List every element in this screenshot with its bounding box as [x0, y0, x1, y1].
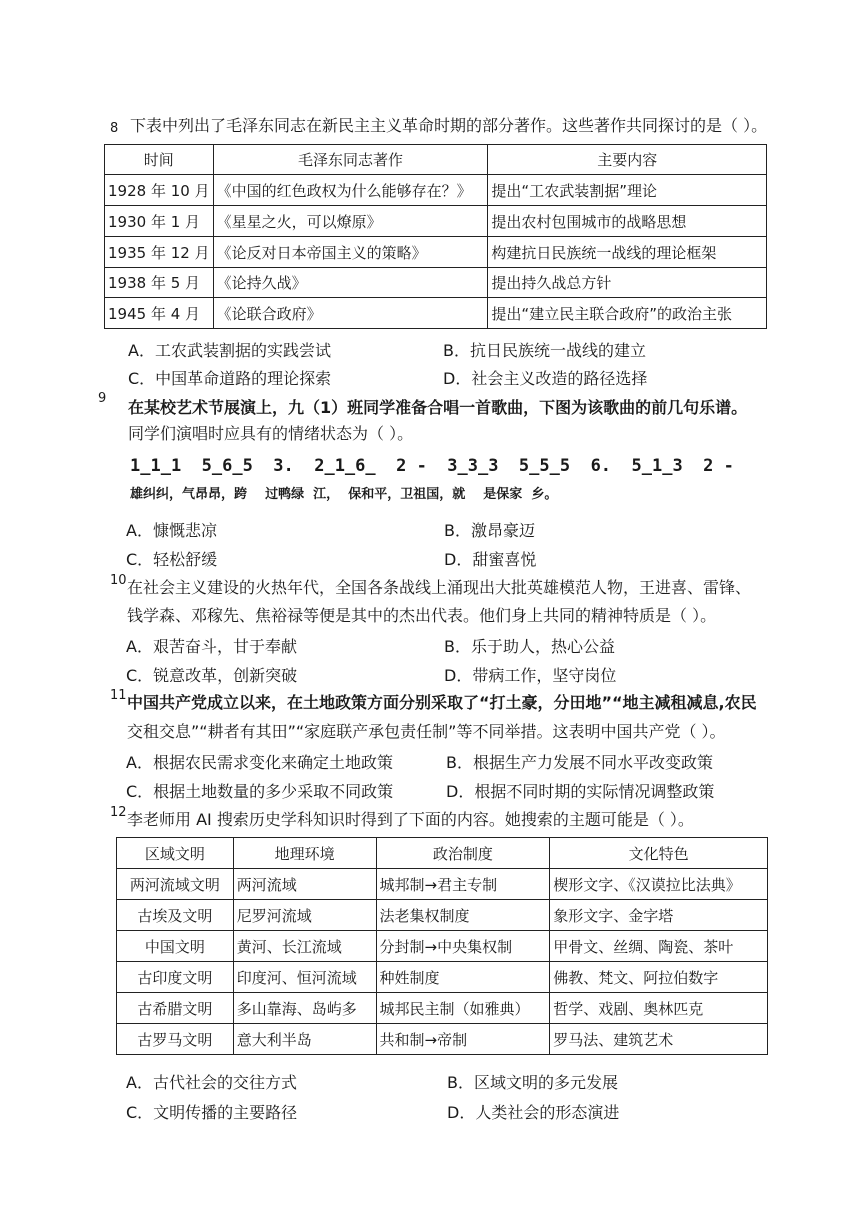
table-cell: 尼罗河流域 [233, 900, 376, 931]
table-cell: 城邦制→君主专制 [376, 869, 550, 900]
table-cell: 种姓制度 [376, 962, 550, 993]
table-header: 文化特色 [550, 838, 768, 869]
question-8-table [104, 144, 767, 329]
table-cell: 《论反对日本帝国主义的策略》 [213, 237, 488, 268]
table-cell: 中国文明 [117, 931, 234, 962]
table-cell: 《星星之火，可以燎原》 [213, 206, 488, 237]
option-a: A．慷慨悲凉 [126, 521, 217, 540]
table-cell: 构建抗日民族统一战线的理论框架 [488, 237, 767, 268]
question-10-number: 10 [110, 573, 127, 588]
question-10-stem-line1: 在社会主义建设的火热年代，全国各条战线上涌现出大批英雄模范人物，王进喜、雷锋、 [127, 578, 752, 597]
option-d: D．带病工作，坚守岗位 [444, 666, 617, 685]
table-cell: 两河流域 [233, 869, 376, 900]
option-c: C．根据土地数量的多少采取不同政策 [126, 782, 394, 801]
music-score-notes: 1̲1̲1 5̲6̲5 3. 2̲1̲6̲ 2 - 3̲3̲3 5̲5̲5 6. 5̲1̲3 2 - [130, 456, 734, 476]
table-cell: 分封制→中央集权制 [376, 931, 550, 962]
option-a: A．古代社会的交往方式 [126, 1073, 297, 1092]
table-header: 区域文明 [117, 838, 234, 869]
option-b: B．区域文明的多元发展 [447, 1073, 618, 1092]
table-cell: 共和制→帝制 [376, 1024, 550, 1055]
question-9-number: 9 [98, 391, 107, 406]
question-11-number: 11 [110, 688, 127, 703]
table-cell: 印度河、恒河流域 [233, 962, 376, 993]
option-c: C．锐意改革，创新突破 [126, 666, 298, 685]
question-9-stem-line1: 在某校艺术节展演上，九（1）班同学准备合唱一首歌曲，下图为该歌曲的前几句乐谱。 [128, 398, 748, 417]
table-cell: 法老集权制度 [376, 900, 550, 931]
option-a: A．根据农民需求变化来确定土地政策 [126, 753, 393, 772]
table-cell: 1930 年 1 月 [105, 206, 214, 237]
table-header: 地理环境 [233, 838, 376, 869]
option-b: B．激昂豪迈 [444, 521, 535, 540]
question-9-stem-line2: 同学们演唱时应具有的情绪状态为（ ）。 [128, 424, 414, 443]
table-cell: 两河流域文明 [117, 869, 234, 900]
question-11-stem-line2: 交租交息”“耕者有其田”“家庭联产承包责任制”等不同举措。这表明中国共产党（ ）。 [127, 722, 726, 741]
table-cell: 象形文字、金字塔 [550, 900, 768, 931]
table-cell: 《论联合政府》 [213, 298, 488, 329]
table-cell: 1935 年 12 月 [105, 237, 214, 268]
table-cell: 提出农村包围城市的战略思想 [488, 206, 767, 237]
question-10-stem-line2: 钱学森、邓稼先、焦裕禄等便是其中的杰出代表。他们身上共同的精神特质是（ ）。 [127, 606, 717, 625]
table-cell: 甲骨文、丝绸、陶瓷、茶叶 [550, 931, 768, 962]
table-cell: 提出“建立民主联合政府”的政治主张 [488, 298, 767, 329]
table-cell: 1928 年 10 月 [105, 175, 214, 206]
option-a: A．艰苦奋斗，甘于奉献 [126, 637, 297, 656]
table-header: 毛泽东同志著作 [213, 145, 488, 175]
table-cell: 古埃及文明 [117, 900, 234, 931]
question-12-stem: 李老师用 AI 搜索历史学科知识时得到了下面的内容。她搜索的主题可能是（ ）。 [127, 810, 694, 829]
table-cell: 黄河、长江流域 [233, 931, 376, 962]
table-cell: 古罗马文明 [117, 1024, 234, 1055]
table-cell: 城邦民主制（如雅典） [376, 993, 550, 1024]
question-8-number: 8 [110, 121, 119, 136]
table-cell: 提出“工农武装割据”理论 [488, 175, 767, 206]
question-12-table [116, 837, 768, 1055]
option-d: D．人类社会的形态演进 [447, 1103, 620, 1122]
option-d: D．根据不同时期的实际情况调整政策 [446, 782, 715, 801]
music-score-lyrics: 雄纠纠，气昂昂，跨 过鸭绿 江， 保和平，卫祖国，就 是保家 乡。 [130, 487, 558, 502]
table-cell: 《中国的红色政权为什么能够存在？》 [213, 175, 488, 206]
question-8-stem: 下表中列出了毛泽东同志在新民主主义革命时期的部分著作。这些著作共同探讨的是（ ）。 [130, 116, 768, 135]
table-cell: 楔形文字、《汉谟拉比法典》 [550, 869, 768, 900]
table-cell: 1938 年 5 月 [105, 268, 214, 298]
table-cell: 古印度文明 [117, 962, 234, 993]
table-cell: 《论持久战》 [213, 268, 488, 298]
table-cell: 佛教、梵文、阿拉伯数字 [550, 962, 768, 993]
question-12-number: 12 [110, 805, 127, 820]
option-d: D．社会主义改造的路径选择 [443, 369, 648, 388]
table-cell: 哲学、戏剧、奥林匹克 [550, 993, 768, 1024]
table-cell: 意大利半岛 [233, 1024, 376, 1055]
option-b: B．乐于助人，热心公益 [444, 637, 615, 656]
option-c: C．中国革命道路的理论探索 [128, 369, 332, 388]
table-header: 主要内容 [488, 145, 767, 175]
table-header: 时间 [105, 145, 214, 175]
table-cell: 古希腊文明 [117, 993, 234, 1024]
option-b: B．根据生产力发展不同水平改变政策 [446, 753, 713, 772]
option-c: C．文明传播的主要路径 [126, 1103, 298, 1122]
option-b: B．抗日民族统一战线的建立 [443, 341, 646, 360]
option-c: C．轻松舒缓 [126, 550, 218, 569]
option-d: D．甜蜜喜悦 [444, 550, 537, 569]
table-cell: 多山靠海、岛屿多 [233, 993, 376, 1024]
table-cell: 罗马法、建筑艺术 [550, 1024, 768, 1055]
question-11-stem-line1: 中国共产党成立以来，在土地政策方面分别采取了“打土豪，分田地”“地主减租减息,农民 [127, 693, 757, 712]
table-cell: 1945 年 4 月 [105, 298, 214, 329]
table-cell: 提出持久战总方针 [488, 268, 767, 298]
table-header: 政治制度 [376, 838, 550, 869]
option-a: A．工农武装割据的实践尝试 [128, 341, 331, 360]
